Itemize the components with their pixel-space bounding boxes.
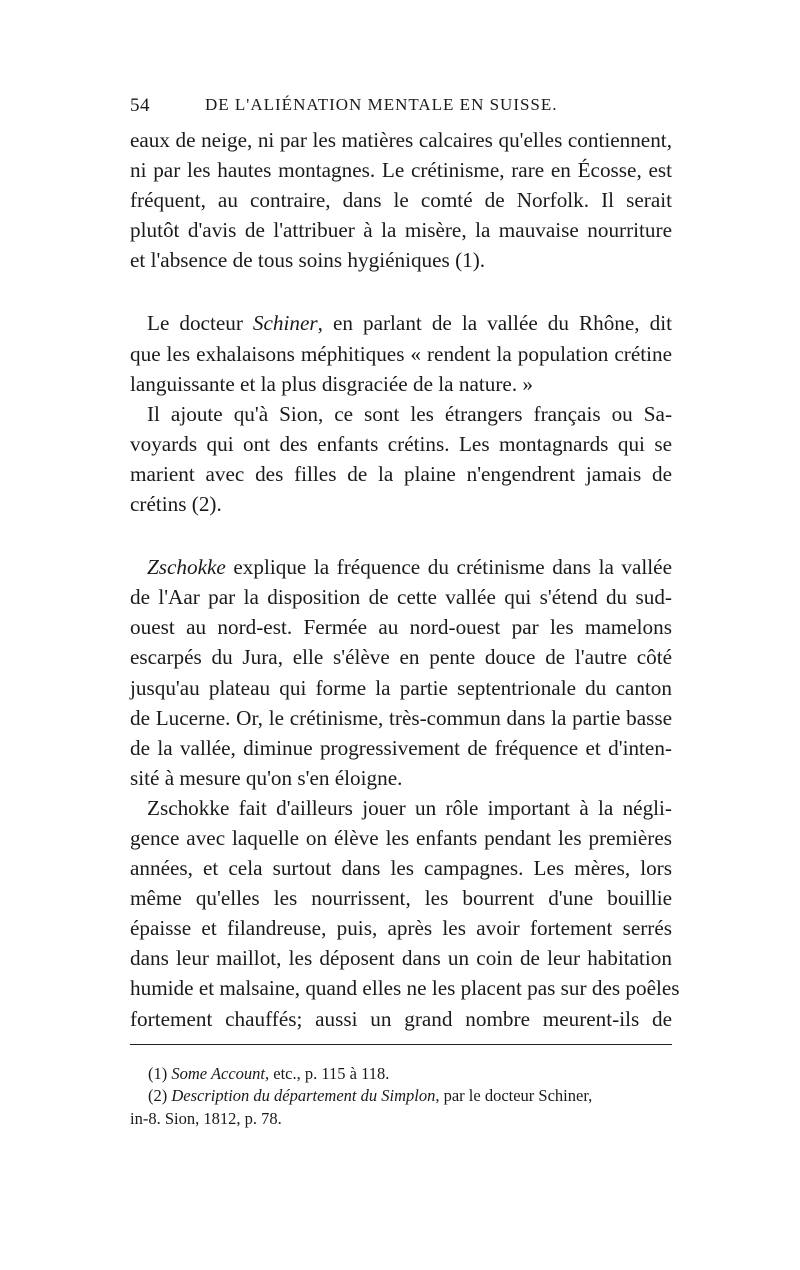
text-line: fortement chauffés; aussi un grand nombre meurent-ils de — [130, 1006, 672, 1031]
text-line: de la vallée, diminue progressivement de fréquence et d'inten- — [130, 735, 672, 760]
text-line: jusqu'au plateau qui forme la partie septentrionale du canton — [130, 675, 672, 700]
page-number: 54 — [130, 95, 150, 116]
text-line: fréquent, au contraire, dans le comté de Norfolk. Il serait — [130, 188, 672, 213]
paragraph — [130, 552, 672, 793]
page-header — [130, 95, 672, 125]
text-line: même qu'elles les nourrissent, les bourrent d'une bouillie — [130, 886, 672, 911]
author-name: Schiner — [252, 311, 318, 336]
paragraph — [130, 125, 672, 275]
text-line: Le docteur Schiner, en parlant de la vallée du Rhône, dit — [147, 311, 672, 336]
author-name: Zschokke — [147, 555, 226, 580]
footnote-2: (2) Description du département du Simplon, par le docteur Schiner, — [148, 1086, 593, 1106]
paragraph — [130, 399, 672, 519]
text-line: Il ajoute qu'à Sion, ce sont les étrangers français ou Sa- — [147, 401, 672, 426]
text-line: de Lucerne. Or, le crétinisme, très-commun dans la partie basse — [130, 705, 672, 730]
text-line: Zschokke fait d'ailleurs jouer un rôle important à la négli- — [147, 795, 672, 820]
footnote-divider — [130, 1044, 672, 1045]
body-text — [130, 125, 680, 1034]
text-line: ni par les hautes montagnes. Le crétinisme, rare en Écosse, est — [130, 158, 672, 183]
text-line: de l'Aar par la disposition de cette vallée qui s'étend du sud- — [130, 585, 672, 610]
text-line: dans leur maillot, les déposent dans un coin de leur habitation — [130, 946, 672, 971]
text-line: Zschokke explique la fréquence du crétinisme dans la vallée — [147, 555, 672, 580]
text-line: escarpés du Jura, elle s'élève en pente douce de l'autre côté — [130, 645, 672, 670]
book-page — [130, 95, 680, 1130]
text-line: et l'absence de tous soins hygiéniques (1). — [130, 248, 486, 273]
text-line: marient avec des filles de la plaine n'engendrent jamais de — [130, 461, 672, 486]
text-line: plutôt d'avis de l'attribuer à la misère, la mauvaise nourriture — [130, 218, 672, 243]
paragraph — [130, 793, 680, 1034]
text-line: ouest au nord-est. Fermée au nord-ouest par les mamelons — [130, 615, 672, 640]
text-line: gence avec laquelle on élève les enfants pendant les premières — [130, 825, 672, 850]
footnotes — [130, 1063, 672, 1131]
text-line: voyards qui ont des enfants crétins. Les montagnards qui se — [130, 431, 672, 456]
text-line: languissante et la plus disgraciée de la nature. » — [130, 371, 534, 396]
text-line: humide et malsaine, quand elles ne les placent pas sur des poêles — [130, 976, 680, 1001]
footnote-2-continuation: in-8. Sion, 1812, p. 78. — [130, 1108, 282, 1128]
text-line: eaux de neige, ni par les matières calcaires qu'elles contiennent, — [130, 128, 672, 152]
text-line: que les exhalaisons méphitiques « rendent la population crétine — [130, 341, 672, 366]
running-title: DE L'ALIÉNATION MENTALE EN SUISSE. — [205, 95, 558, 114]
footnote-1: (1) Some Account, etc., p. 115 à 118. — [148, 1063, 390, 1083]
text-line: crétins (2). — [130, 492, 222, 517]
text-line: sité à mesure qu'on s'en éloigne. — [130, 765, 403, 790]
text-line: épaisse et filandreuse, puis, après les avoir fortement serrés — [130, 916, 672, 941]
paragraph — [130, 308, 672, 398]
text-line: années, et cela surtout dans les campagnes. Les mères, lors — [130, 856, 672, 881]
